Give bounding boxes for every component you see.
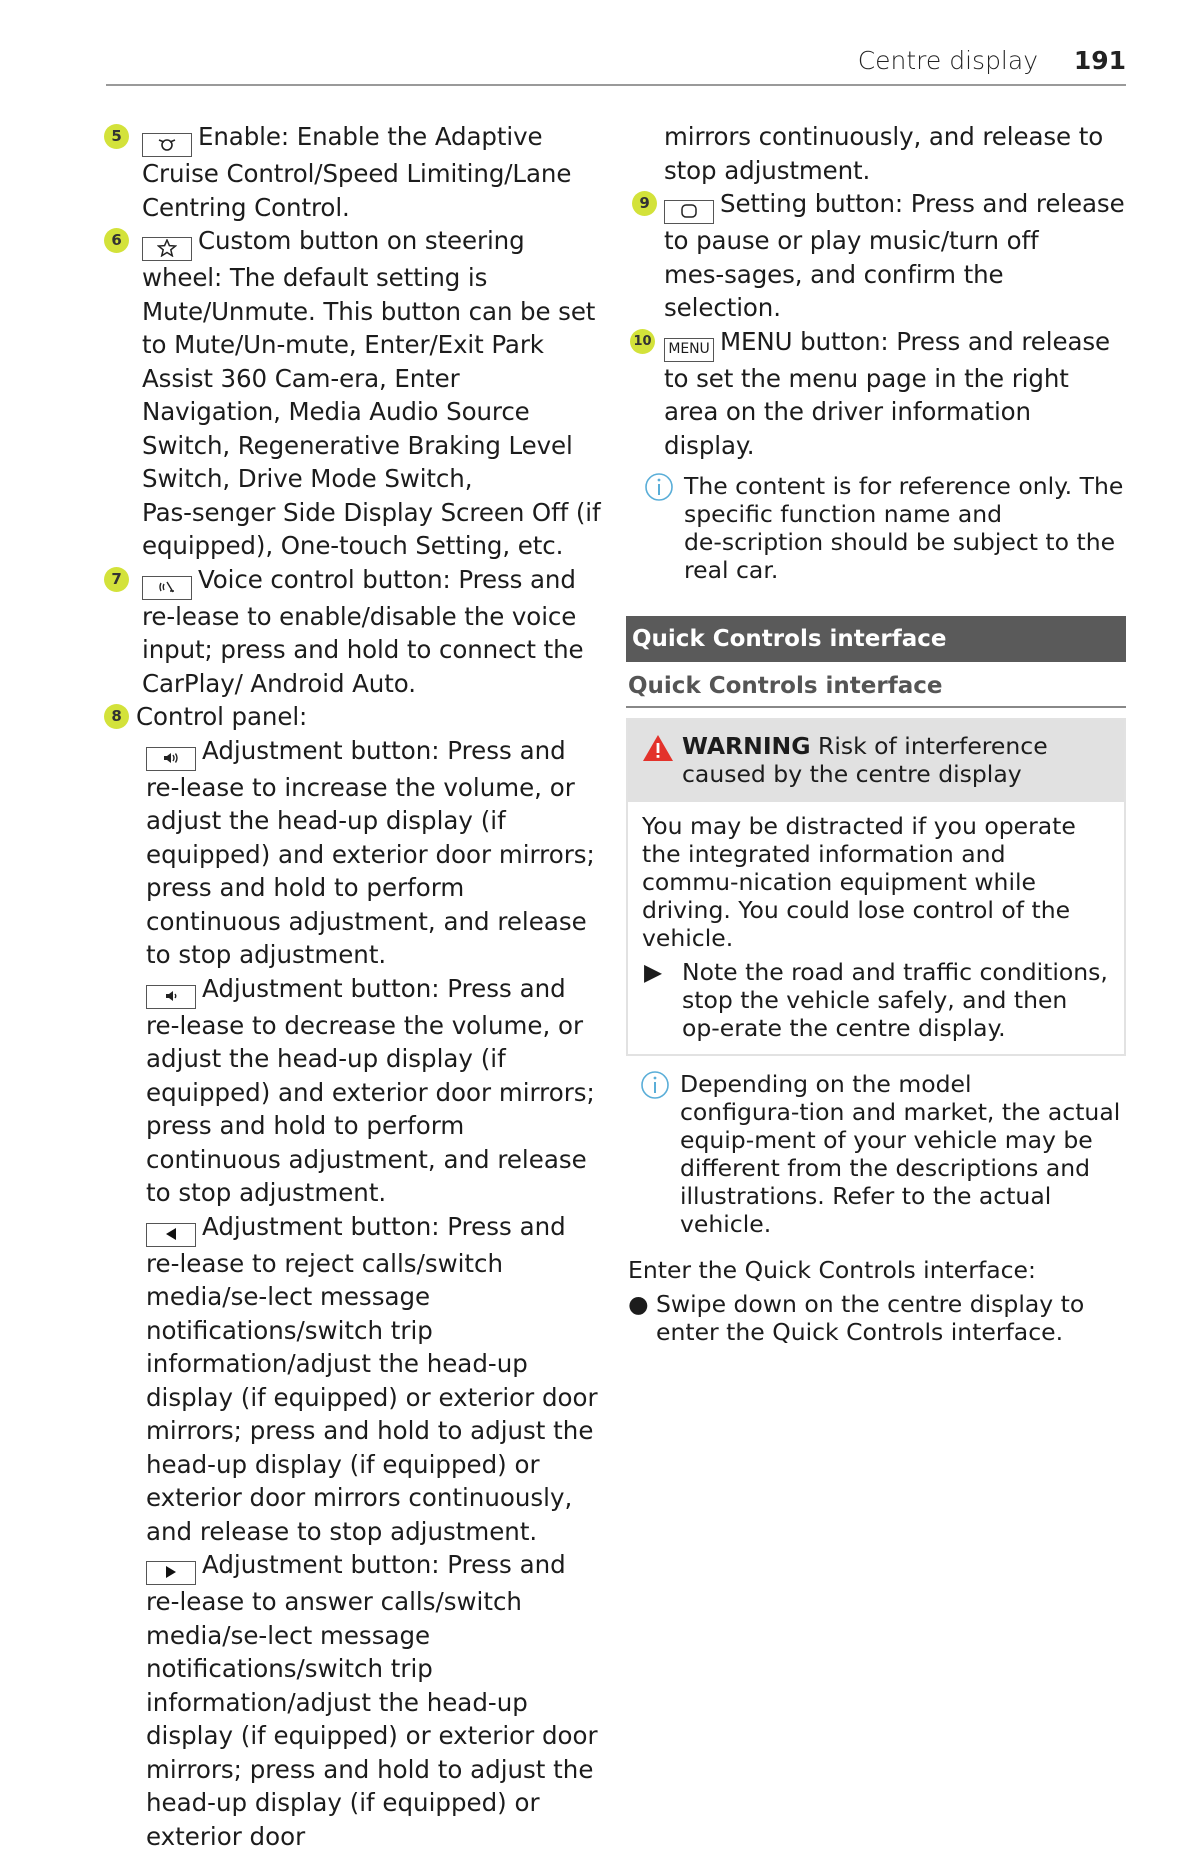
warning-box (626, 718, 1126, 1056)
sub-item-volume-down (104, 972, 604, 1210)
volume-down-icon (146, 985, 196, 1009)
sub-item-text: Adjustment button: Press and re‑lease to increase the volume, or adjust the head‑up display (if equipped) and exterior door mirrors; press and hold to perform continuous adjustment, and release to stop adjustment. (146, 735, 595, 969)
warning-triangle-icon (642, 734, 674, 768)
warning-body-text: You may be distracted if you operate the integrated information and commu‑nication equipment while driving. You could lose control of the vehicle. (642, 812, 1076, 952)
info-icon (640, 1070, 670, 1106)
item-number-badge: 7 (104, 567, 129, 592)
warning-body (628, 802, 1124, 1054)
section-title: Centre display (857, 46, 1038, 75)
sub-item-right (104, 1548, 604, 1853)
item-6 (104, 224, 604, 563)
item-text: Enable: Enable the Adaptive Cruise Control/Speed Limiting/Lane Centring Control. (142, 122, 572, 222)
info-note-reference (644, 472, 1126, 584)
steering-wheel-icon (142, 133, 192, 157)
volume-up-icon (146, 747, 196, 771)
item-number-badge: 6 (104, 228, 129, 253)
continued-text (630, 120, 1126, 187)
section-heading: Quick Controls interface (626, 616, 1126, 662)
item-text: MENU button: Press and release to set the menu page in the right area on the driver information display. (664, 326, 1111, 460)
item-number-badge: 9 (632, 191, 657, 216)
sub-item-text: Adjustment button: Press and re‑lease to answer calls/switch media/se‑lect message notifications/switch trip information/adjust the head‑up display (if equipped) or exterior door mirrors; press and hold to adjust the head‑up display (if equipped) or exterior door (146, 1550, 598, 1851)
bullet-dot: ● (628, 1290, 649, 1318)
item-text: Voice control button: Press and re‑lease to enable/disable the voice input; press and hold to connect the CarPlay/ Android Auto. (142, 564, 584, 698)
item-number-badge: 10 (630, 329, 655, 354)
warning-action-text: Note the road and traffic conditions, stop the vehicle safely, and then op‑erate the centre display. (682, 958, 1108, 1042)
left-column (104, 120, 604, 1853)
sub-item-text: Adjustment button: Press and re‑lease to reject calls/switch media/se‑lect message notifications/switch trip information/adjust the head‑up display (if equipped) or exterior door mirrors; press and hold to adjust the head‑up display (if equipped) or exterior door mirrors continuously, and release to stop adjustment. (146, 1211, 598, 1546)
page-header (106, 40, 1126, 86)
sub-item-text: Adjustment button: Press and re‑lease to decrease the volume, or adjust the head‑up display (if equipped) and exterior door mirrors; press and hold to perform continuous adjustment, and release to stop adjustment. (146, 973, 595, 1207)
warning-action (642, 958, 1110, 1042)
step-text: Swipe down on the centre display to enter the Quick Controls interface. (656, 1290, 1085, 1346)
left-arrow-icon (146, 1223, 196, 1247)
sub-item-left (104, 1210, 604, 1549)
enter-instruction: Enter the Quick Controls interface: (628, 1256, 1036, 1284)
item-5 (104, 120, 604, 224)
item-text: Control panel: (136, 702, 308, 731)
item-text: Setting button: Press and release to pause or play music/turn off mes‑sages, and confirm the selection. (664, 189, 1125, 322)
right-column (630, 120, 1126, 1346)
info-icon (644, 472, 674, 508)
step-item (626, 1290, 1126, 1346)
item-number-badge: 5 (104, 124, 129, 149)
item-text: Custom button on steering wheel: The default setting is Mute/Unmute. This button can be set to Mute/Un‑mute, Enter/Exit Park Assist 360 Cam‑era, Enter Navigation, Media Audio Source Switch, Regenerative Braking Level Switch, Drive Mode Switch, Pas‑senger Side Display Screen Off (if equipped), One‑touch Setting, etc. (142, 226, 601, 560)
sub-item-volume-up (104, 734, 604, 972)
warning-header (628, 720, 1124, 802)
info-text: The content is for reference only. The specific function name and de‑scription should be subject to the real car. (684, 472, 1124, 584)
warning-label: WARNING (682, 732, 811, 760)
info-text: Depending on the model configura‑tion and market, the actual equip‑ment of your vehicle may be different from the descriptions and illustrations. Refer to the actual vehicle. (680, 1070, 1121, 1238)
item-8 (104, 700, 604, 734)
setting-button-icon (664, 200, 714, 224)
star-icon (142, 237, 192, 261)
item-10 (630, 325, 1126, 463)
continued-text-body: mirrors continuously, and release to stop adjustment. (664, 122, 1104, 185)
item-7 (104, 563, 604, 701)
voice-icon (142, 576, 192, 600)
info-note-model (640, 1070, 1126, 1238)
triangle-bullet-icon: ▶ (644, 958, 663, 986)
warning-title: Risk of interference caused by the centre display (682, 732, 1048, 788)
menu-key-icon: MENU (664, 338, 714, 362)
subsection-heading: Quick Controls interface (626, 666, 1126, 708)
item-number-badge: 8 (104, 704, 129, 729)
right-arrow-icon (146, 1561, 196, 1585)
page-number: 191 (1073, 46, 1126, 75)
item-9 (630, 187, 1126, 325)
